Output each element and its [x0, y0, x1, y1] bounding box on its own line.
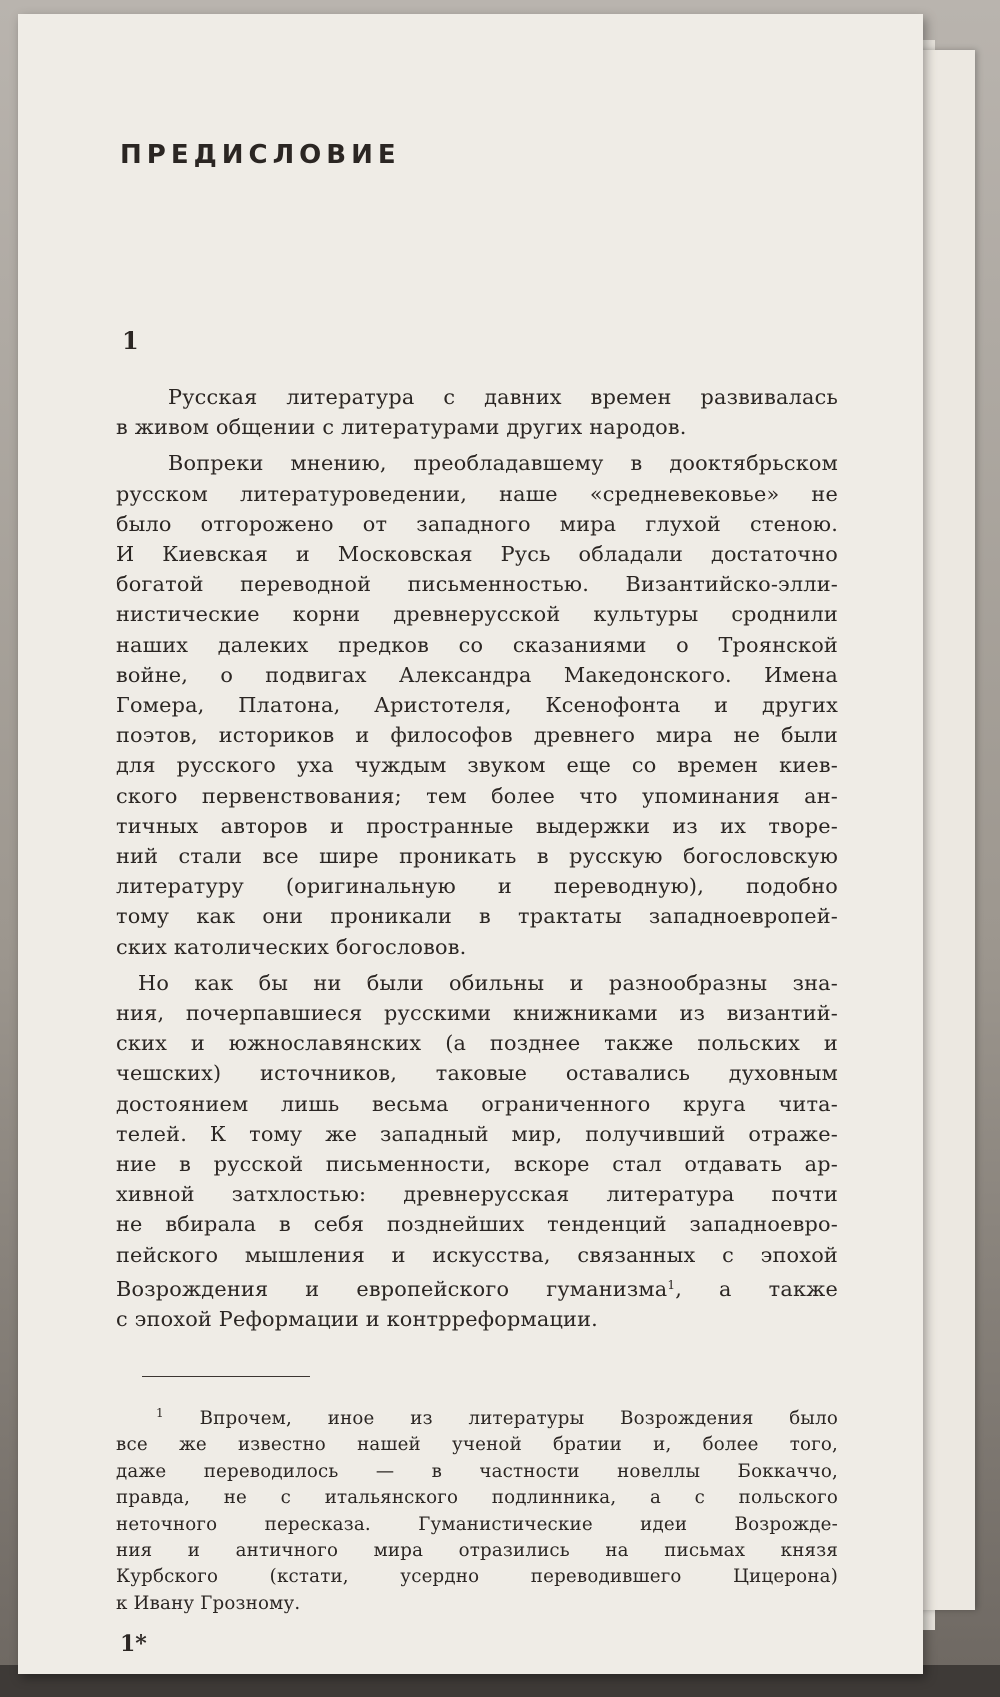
footnote	[116, 1400, 838, 1617]
paragraph-3	[116, 968, 838, 1334]
text-line: достоянием лишь весьма ограниченного круга чита-	[116, 1091, 838, 1116]
text-line: Вопреки мнению, преобладавшему в дооктябрьском	[168, 451, 838, 476]
text-line-with-footnote	[116, 1270, 838, 1304]
text-line: наших далеких предков со сказаниями о Троянской	[116, 632, 838, 657]
text-line: поэтов, историков и философов древнего мира не были	[116, 723, 838, 748]
text-line: было отгорожено от западного мира глухой стеною.	[116, 511, 838, 536]
text-line: для русского уха чуждым звуком еще со времен киев-	[116, 753, 838, 778]
text-line: тичных авторов и пространные выдержки из их творе-	[116, 813, 838, 838]
paragraph-2	[116, 448, 838, 961]
text-line: с эпохой Реформации и контрреформации.	[116, 1307, 598, 1332]
footnote-divider	[142, 1376, 310, 1377]
footnote-reference[interactable]: 1	[667, 1277, 676, 1292]
footnote-line: к Ивану Грозному.	[116, 1592, 301, 1614]
text-line: чешских) источников, таковые оставались духовным	[116, 1061, 838, 1086]
text-line: ских католических богословов.	[116, 934, 467, 959]
text-line: русском литературоведении, наше «средневековье» не	[116, 481, 838, 506]
footnote-mark: 1	[156, 1406, 164, 1420]
text-line: не вбирала в себя позднейших тенденций западноевро-	[116, 1212, 838, 1237]
body-text	[116, 382, 838, 1334]
text-line: Но как бы ни были обильны и разнообразны зна-	[138, 970, 838, 995]
footnote-line: все же известно нашей ученой братии и, более того,	[116, 1434, 838, 1456]
text-line: в живом общении с литературами других народов.	[116, 415, 687, 440]
text-line: ний стали все шире проникать в русскую богословскую	[116, 844, 838, 869]
footnote-line	[116, 1400, 838, 1432]
section-number: 1	[122, 326, 139, 355]
text-fragment: Возрождения и европейского гуманизма	[116, 1276, 668, 1301]
text-line: пейского мышления и искусства, связанных с эпохой	[116, 1242, 838, 1267]
text-line: телей. К тому же западный мир, получивший отраже-	[116, 1121, 838, 1146]
footnote-line: Курбского (кстати, усердно переводившего Цицерона)	[116, 1566, 838, 1588]
text-line: И Киевская и Московская Русь обладали достаточно	[116, 542, 838, 567]
footnote-line: ния и античного мира отразились на письмах князя	[116, 1540, 838, 1562]
signature-mark: 1*	[120, 1631, 147, 1657]
footnote-text: Впрочем, иное из литературы Возрождения было	[199, 1408, 838, 1429]
text-line: ния, почерпавшиеся русскими книжниками из византий-	[116, 1001, 838, 1026]
text-line: Гомера, Платона, Аристотеля, Ксенофонта и других	[116, 693, 838, 718]
text-line: ние в русской письменности, вскоре стал отдавать ар-	[116, 1152, 838, 1177]
footnote-line: даже переводилось — в частности новеллы Боккаччо,	[116, 1460, 838, 1482]
text-line: ских и южнославянских (а позднее также польских и	[116, 1031, 838, 1056]
footnote-line: правда, не с итальянского подлинника, а с польского	[116, 1487, 838, 1509]
footnote-line: неточного пересказа. Гуманистические идеи Возрожде-	[116, 1513, 838, 1535]
text-line: ского первенствования; тем более что упоминания ан-	[116, 783, 838, 808]
book-page	[18, 14, 923, 1674]
text-line: богатой переводной письменностью. Византийско-элли-	[116, 572, 838, 597]
text-line: нистические корни древнерусской культуры сроднили	[116, 602, 838, 627]
page-title: ПРЕДИСЛОВИЕ	[120, 140, 401, 170]
text-line: Русская литература с давних времен развивалась	[168, 385, 838, 409]
text-fragment: , а также	[675, 1276, 838, 1301]
text-line: литературу (оригинальную и переводную), подобно	[116, 874, 838, 899]
text-line: тому как они проникали в трактаты западноевропей-	[116, 904, 838, 929]
text-line: войне, о подвигах Александра Македонского. Имена	[116, 662, 838, 687]
paragraph-1	[116, 382, 838, 442]
text-line: хивной затхлостью: древнерусская литература почти	[116, 1182, 838, 1207]
